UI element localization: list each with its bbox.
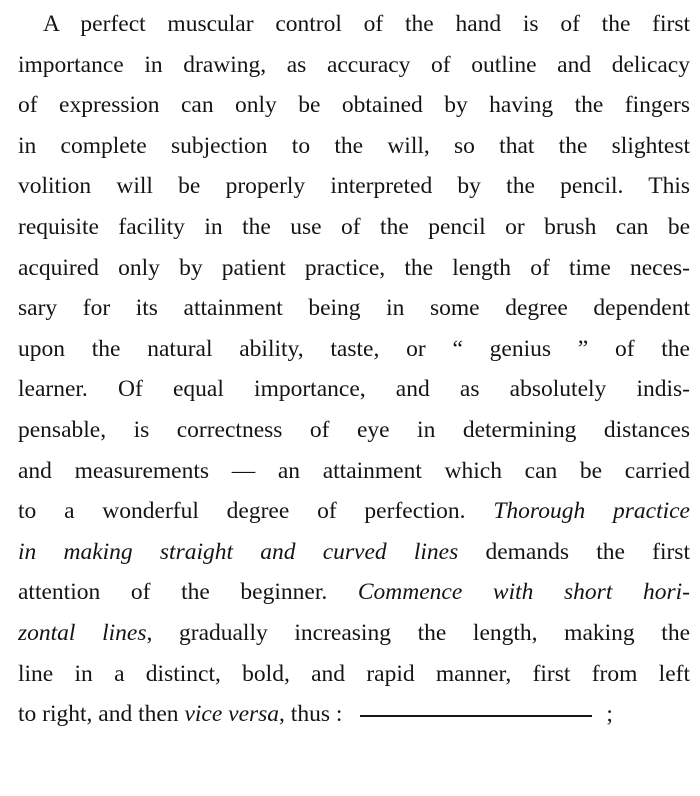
line-text: line in a distinct, bold, and rapid manner, first from left xyxy=(18,660,690,687)
text-line-11 xyxy=(18,410,690,451)
document-page xyxy=(18,4,690,735)
text-line-16 xyxy=(18,613,690,654)
line-text: attention of the beginner. xyxy=(18,579,358,606)
line-text: pensable, is correctness of eye in determining distances xyxy=(18,416,690,443)
text-line-3 xyxy=(18,85,690,126)
line-text: , thus : xyxy=(279,701,343,728)
text-line-15 xyxy=(18,572,690,613)
italic-text: Commence with short hori- xyxy=(357,579,690,606)
line-text: requisite facility in the use of the pencil or brush can be xyxy=(18,213,690,240)
text-line-13 xyxy=(18,491,690,532)
line-text: A perfect muscular control of the hand is of the first xyxy=(43,11,690,37)
line-text: upon the natural ability, taste, or “ genius ” of the xyxy=(18,335,690,362)
text-line-1 xyxy=(18,4,690,45)
line-text: demands the first xyxy=(458,538,690,565)
line-text: learner. Of equal importance, and as absolutely indis- xyxy=(18,376,690,403)
line-text: to right, and then xyxy=(18,701,185,728)
italic-text: in making straight and curved lines xyxy=(18,538,459,565)
text-line-18 xyxy=(18,694,690,735)
line-text: and measurements — an attainment which can be carried xyxy=(18,457,690,484)
text-line-6 xyxy=(18,207,690,248)
line-text: to a wonderful degree of perfection. xyxy=(18,498,494,525)
italic-text: vice versa xyxy=(184,701,280,728)
text-line-5 xyxy=(18,166,690,207)
line-text: ; xyxy=(606,701,613,728)
example-horizontal-line xyxy=(360,715,592,717)
line-text: in complete subjection to the will, so that the slightest xyxy=(18,132,690,159)
line-text: of expression can only be obtained by having the fingers xyxy=(18,92,690,119)
text-line-4 xyxy=(18,126,690,167)
text-line-10 xyxy=(18,369,690,410)
text-line-9 xyxy=(18,329,690,370)
line-text: volition will be properly interpreted by the pencil. This xyxy=(18,173,690,200)
text-line-2 xyxy=(18,45,690,86)
text-line-12 xyxy=(18,451,690,492)
text-line-8 xyxy=(18,288,690,329)
italic-text: zontal lines xyxy=(18,619,147,646)
line-text: acquired only by patient practice, the length of time neces- xyxy=(18,254,690,281)
italic-text: Thorough practice xyxy=(493,498,690,525)
text-line-17 xyxy=(18,654,690,695)
line-text: importance in drawing, as accuracy of outline and delicacy xyxy=(18,51,690,78)
line-text: sary for its attainment being in some degree dependent xyxy=(18,295,690,322)
text-line-7 xyxy=(18,248,690,289)
line-text: , gradually increasing the length, making the xyxy=(146,619,690,646)
text-line-14 xyxy=(18,532,690,573)
